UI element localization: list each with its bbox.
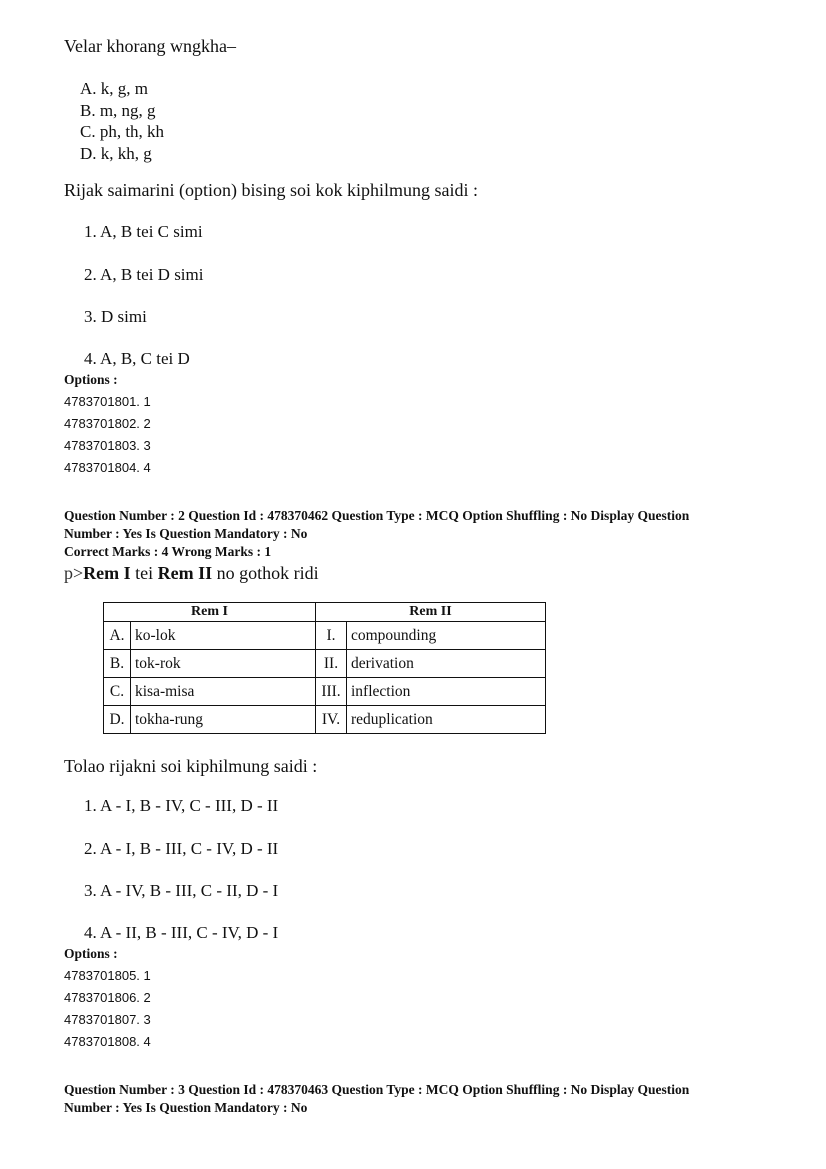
q2-answer-3: 3. A - IV, B - III, C - II, D - I <box>84 881 279 900</box>
q2-title-suffix: no gothok ridi <box>212 563 319 583</box>
table-row <box>104 678 546 706</box>
q1-choice-c: C. ph, th, kh <box>80 122 165 141</box>
table-header-rem1: Rem I <box>104 603 316 622</box>
q3-meta <box>64 1081 764 1117</box>
q2-option-id-2: 4783701806. 2 <box>64 990 151 1005</box>
q2-title <box>64 563 319 584</box>
q1-intro: Velar khorang wngkha– <box>64 36 236 56</box>
q3-meta-line2: Number : Yes Is Question Mandatory : No <box>64 1100 308 1115</box>
table-cell-key2: III. <box>316 678 347 706</box>
table-cell-key2: I. <box>316 622 347 650</box>
q2-title-rem2: Rem II <box>157 563 213 583</box>
q1-answer-4: 4. A, B, C tei D <box>84 349 190 368</box>
table-cell-value1: kisa-misa <box>131 678 316 706</box>
table-cell-value2: derivation <box>347 650 546 678</box>
q1-options-label: Options : <box>64 372 118 387</box>
q2-options-label: Options : <box>64 946 118 961</box>
table-row <box>104 650 546 678</box>
table-header-row <box>104 603 546 622</box>
q2-meta-line1: Question Number : 2 Question Id : 478370462 Question Type : MCQ Option Shuffling : No Display Question <box>64 508 690 523</box>
table-cell-value2: compounding <box>347 622 546 650</box>
table-cell-key1: A. <box>104 622 131 650</box>
table-cell-key2: II. <box>316 650 347 678</box>
q1-answer-3: 3. D simi <box>84 307 147 326</box>
q2-title-prefix: p> <box>64 563 84 583</box>
q1-choice-d: D. k, kh, g <box>80 143 152 163</box>
q2-match-table <box>103 602 546 734</box>
q2-meta <box>64 507 764 561</box>
table-cell-value1: tok-rok <box>131 650 316 678</box>
q2-prompt: Tolao rijakni soi kiphilmung saidi : <box>64 756 318 776</box>
table-cell-value2: inflection <box>347 678 546 706</box>
table-cell-value1: ko-lok <box>131 622 316 650</box>
q2-title-rem1: Rem I <box>83 563 131 583</box>
q1-answer-2: 2. A, B tei D simi <box>84 265 204 284</box>
q1-option-id-4: 4783701804. 4 <box>64 460 151 475</box>
q2-option-id-3: 4783701807. 3 <box>64 1012 151 1027</box>
table-header-rem2: Rem II <box>316 603 546 622</box>
q2-title-mid: tei <box>130 563 158 583</box>
q2-marks: Correct Marks : 4 Wrong Marks : 1 <box>64 544 272 559</box>
q3-meta-line1: Question Number : 3 Question Id : 478370463 Question Type : MCQ Option Shuffling : No Display Question <box>64 1082 690 1097</box>
q2-answer-1: 1. A - I, B - IV, C - III, D - II <box>84 796 279 815</box>
q2-answer-2: 2. A - I, B - III, C - IV, D - II <box>84 839 279 858</box>
table-row <box>104 706 546 734</box>
table-cell-key1: C. <box>104 678 131 706</box>
q1-choice-a: A. k, g, m <box>80 79 148 98</box>
q1-answer-1: 1. A, B tei C simi <box>84 222 203 241</box>
table-row <box>104 622 546 650</box>
q2-option-id-4: 4783701808. 4 <box>64 1034 151 1049</box>
q1-choice-b: B. m, ng, g <box>80 100 156 120</box>
q1-option-id-3: 4783701803. 3 <box>64 438 151 453</box>
q2-meta-line2: Number : Yes Is Question Mandatory : No <box>64 526 308 541</box>
q1-choices <box>80 78 164 164</box>
table-cell-value2: reduplication <box>347 706 546 734</box>
table-cell-key2: IV. <box>316 706 347 734</box>
table-cell-key1: D. <box>104 706 131 734</box>
table-cell-key1: B. <box>104 650 131 678</box>
q1-prompt: Rijak saimarini (option) bising soi kok kiphilmung saidi : <box>64 180 478 200</box>
table-cell-value1: tokha-rung <box>131 706 316 734</box>
q1-option-id-2: 4783701802. 2 <box>64 416 151 431</box>
q1-option-id-1: 4783701801. 1 <box>64 394 151 409</box>
q2-answer-4: 4. A - II, B - III, C - IV, D - I <box>84 923 279 942</box>
q2-option-id-1: 4783701805. 1 <box>64 968 151 983</box>
